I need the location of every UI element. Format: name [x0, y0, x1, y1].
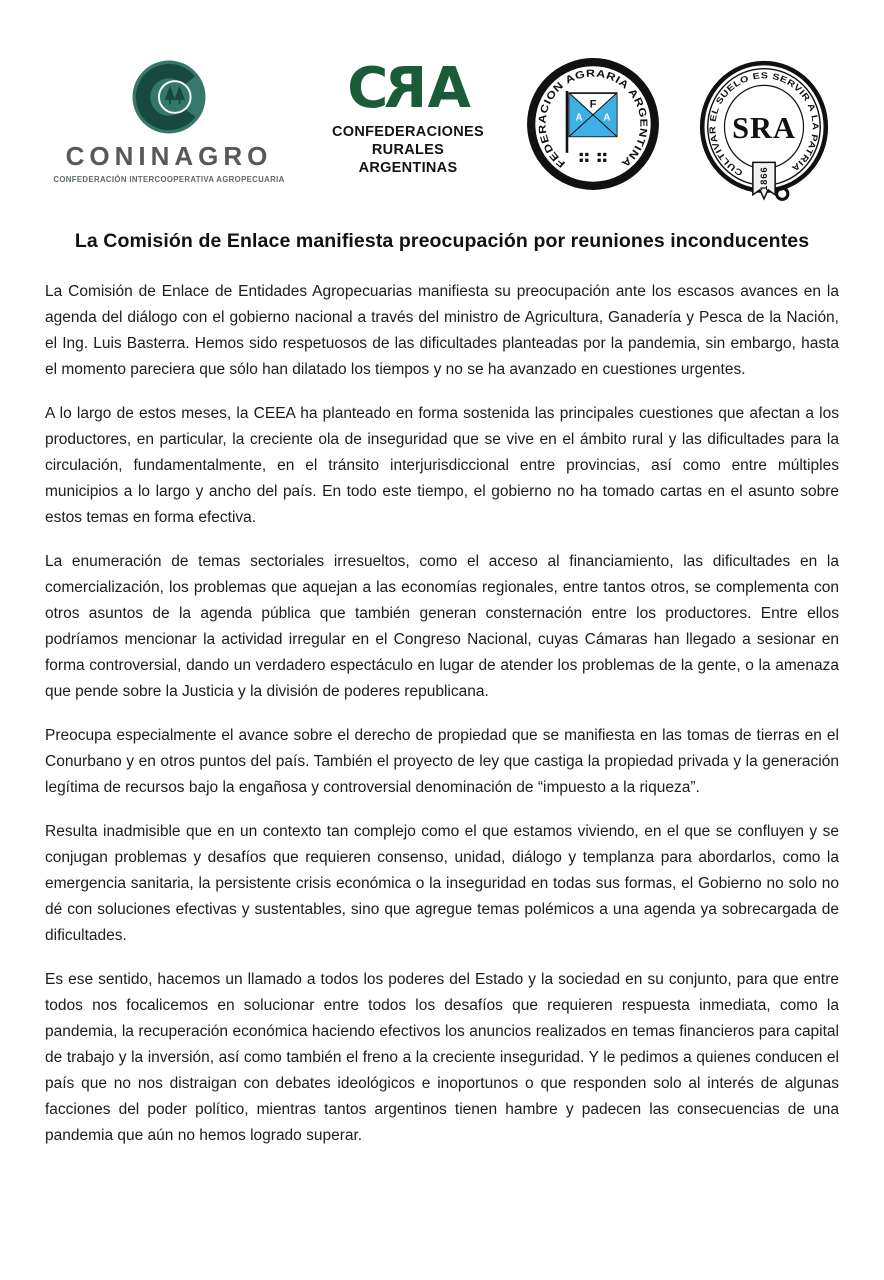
cra-letter-c: C: [347, 56, 387, 121]
sra-year: 1866: [759, 166, 770, 191]
faa-flag-letter-a-left: A: [575, 112, 583, 124]
paragraph: Es ese sentido, hacemos un llamado a todos los poderes del Estado y la sociedad en su conjunto, para que entre todos nos focalicemos en solucionar entre todos los desafíos que requieren respuesta inmediata, como la pandemia, la recuperación económica haciendo efectivos los anuncios realizados en temas financieros para capital de trabajo y la inversión, así como también el freno a la creciente inseguridad. Y le pedimos a quienes conducen el país que no nos distraigan con debates ideológicos e inoportunos o que responden solo al interés de algunas facciones del poder político, mientras tantos argentinos tienen hambre y padecen las consecuencias de una pandemia que aún no hemos logrado superar.: [45, 971, 839, 1144]
faa-flag-letter-a-right: A: [603, 112, 611, 124]
cra-logo: [319, 56, 497, 177]
document-title: La Comisión de Enlace manifiesta preocupación por reuniones inconducentes: [74, 230, 810, 252]
paragraph: Resulta inadmisible que en un contexto tan complejo como el que estamos viviendo, en el que se confluyen y se conjugan problemas y desafíos que requieren consenso, unidad, diálogo y templanza para abordarlos, como la emergencia sanitaria, la persistente crisis económica o la inseguridad en todas sus formas, el Gobierno no solo no dé con soluciones efectivas y sustentables, sino que agregue temas polémicos a una agenda ya sobrecargada de dificultades.: [45, 823, 839, 944]
cra-letter-r-mirrored: R: [386, 56, 428, 121]
sra-logo: [689, 56, 839, 208]
faa-flag: [569, 93, 616, 136]
paragraph: A lo largo de estos meses, la CEEA ha planteado en forma sostenida las principales cuestiones que afectan a los productores, en particular, la creciente ola de inseguridad que se vive en el ámbito rural y las dificultades para la circulación, fundamentalmente, en el tránsito interjurisdiccional entre provincias, así como entre múltiples municipios a lo largo y ancho del país. En todo este tiempo, el gobierno no ha tomado cartas en el asunto sobre estos temas en forma efectiva.: [45, 405, 839, 526]
document-body: [45, 279, 839, 1149]
cra-acronym: [347, 56, 469, 121]
sra-motto-text: CULTIVAR EL SUELO ES SERVIR A LA PATRIA: [707, 70, 821, 179]
cra-subtitle: [332, 124, 484, 177]
logo-strip: [0, 0, 884, 208]
faa-ring-text: FEDERACION AGRARIA ARGENTINA: [537, 68, 649, 170]
cra-letter-a: A: [427, 56, 469, 121]
coninagro-logo: [45, 56, 293, 184]
paragraph: La enumeración de temas sectoriales irresueltos, como el acceso al financiamiento, las dificultades en la comercialización, los problemas que aquejan a las economías regionales, entre tantos otros, se complementa con otros asuntos de la agenda pública que también generan consternación entre los productores. Entre ellos podríamos mencionar la actividad irregular en el Congreso Nacional, cuyas Cámaras han llegado a sesionar en forma controversial, dando un verdadero espectáculo en lugar de atender los problemas de la gente, o la amenaza que pende sobre la Justicia y la división de poderes republicana.: [45, 553, 839, 700]
cra-subtitle-line: CONFEDERACIONES: [332, 124, 484, 141]
sra-acronym: SRA: [732, 111, 796, 146]
cra-subtitle-line: ARGENTINAS: [358, 159, 458, 176]
faa-flag-letter-f: F: [589, 98, 597, 111]
paragraph: La Comisión de Enlace de Entidades Agropecuarias manifiesta su preocupación ante los escasos avances en la agenda del diálogo con el gobierno nacional a través del ministro de Agricultura, Ganadería y Pesca de la Nación, el Ing. Luis Basterra. Hemos sido respetuosos de las dificultades planteadas por la pandemia, sin embargo, hasta el momento pareciera que sólo han dilatado los tiempos y no se ha avanzado en cuestiones urgentes.: [45, 283, 839, 378]
paragraph: Preocupa especialmente el avance sobre el derecho de propiedad que se manifiesta en las tomas de tierras en el Conurbano y en otros puntos del país. También el proyecto de ley que castiga la propiedad privada y la generación legítima de recursos bajo la engañosa y controversial denominación de “impuesto a la riqueza”.: [45, 727, 839, 796]
cra-subtitle-line: RURALES: [371, 141, 445, 158]
faa-logo: [523, 56, 663, 192]
faa-flagpole: [566, 91, 569, 153]
coninagro-subtitle: CONFEDERACIÓN INTERCOOPERATIVA AGROPECUARIA: [53, 175, 285, 184]
coninagro-emblem-icon: [121, 56, 217, 138]
faa-seal-icon: [525, 56, 661, 192]
sra-seal-icon: [691, 56, 837, 208]
coninagro-name: CONINAGRO: [65, 141, 273, 171]
